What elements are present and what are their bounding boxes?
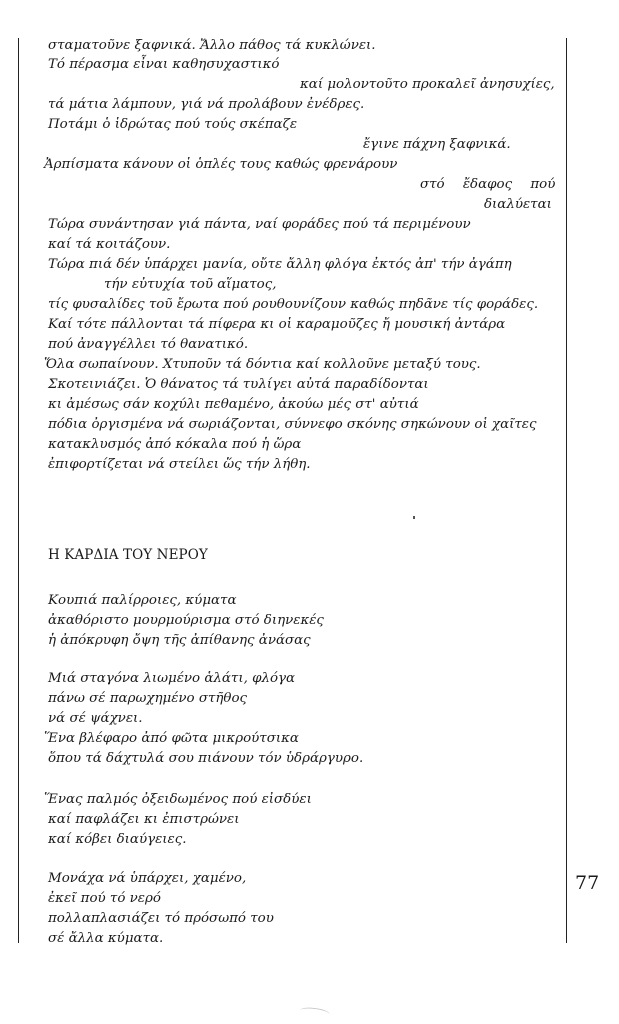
poem-line: πολλαπλασιάζει τό πρόσωπό του	[48, 911, 274, 926]
poem-line: Τώρα συνάντησαν γιά πάντα, ναί φοράδες πού τά περιμένουν	[48, 217, 471, 232]
poem-line: Ἕνα βλέφαρο ἀπό φῶτα μικρούτσικα	[44, 731, 299, 746]
poem-line: ἔγινε πάχνη ξαφνικά.	[363, 137, 511, 152]
poem-line: Μιά σταγόνα λιωμένο ἁλάτι, φλόγα	[48, 671, 296, 686]
ink-dot	[413, 516, 415, 519]
left-margin-rule	[18, 38, 19, 943]
poem-line: στό ἔδαφος πού	[420, 177, 556, 192]
poem-line: ἐκεῖ πού τό νερό	[48, 891, 161, 906]
poem-line: πάνω σέ παρωχημένο στῆθος	[48, 691, 248, 706]
poem-line: πού ἀναγγέλλει τό θανατικό.	[48, 337, 249, 352]
poem-line: ὅπου τά δάχτυλά σου πιάνουν τόν ὑδράργυρο.	[48, 751, 364, 766]
poem-line: καί τά κοιτάζουν.	[48, 237, 171, 252]
poem-line: ἐπιφορτίζεται νά στείλει ὥς τήν λήθη.	[48, 457, 311, 472]
poem-line: νά σέ ψάχνει.	[48, 711, 143, 726]
poem-line: σταματοῦνε ξαφνικά. Ἄλλο πάθος τά κυκλώνει.	[48, 38, 376, 53]
poem-line: σέ ἄλλα κύματα.	[48, 931, 164, 946]
poem-line: καί μολοντοῦτο προκαλεῖ ἀνησυχίες,	[300, 77, 555, 92]
poem-line: Ποτάμι ὁ ἱδρώτας πού τούς σκέπαζε	[48, 117, 298, 132]
poem-line: Ἀρπίσματα κάνουν οἱ ὁπλές τους καθώς φρενάρουν	[44, 157, 398, 172]
poem-line: Ὅλα σωπαίνουν. Χτυποῦν τά δόντια καί κολλοῦνε μεταξύ τους.	[44, 357, 481, 372]
poem-line: τήν εὐτυχία τοῦ αἵματος,	[104, 277, 277, 292]
poem-line: Τώρα πιά δέν ὑπάρχει μανία, οὔτε ἄλλη φλόγα ἐκτός ἀπ' τήν ἀγάπη	[48, 257, 512, 272]
poem-line: Τό πέρασμα εἶναι καθησυχαστικό	[48, 57, 280, 72]
poem-title: Η ΚΑΡΔΙΑ ΤΟΥ ΝΕΡΟΥ	[48, 547, 208, 563]
poem-line: κι ἀμέσως σάν κοχύλι πεθαμένο, ἀκούω μές στ' αὐτιά	[48, 397, 419, 412]
poem-line: Καί τότε πάλλονται τά πίφερα κι οἱ καραμοῦζες ἤ μουσική ἀντάρα	[48, 317, 506, 332]
poem-line: Κουπιά παλίρροιες, κύματα	[48, 593, 237, 608]
poem-line: κατακλυσμός ἀπό κόκαλα πού ἡ ὥρα	[48, 437, 302, 452]
poem-line: Ἕνας παλμός ὀξειδωμένος πού εἰσδύει	[44, 792, 312, 807]
page-number: 77	[575, 872, 600, 894]
poem-line: τά μάτια λάμπουν, γιά νά προλάβουν ἐνέδρες.	[48, 97, 365, 112]
right-margin-rule	[566, 38, 567, 943]
paper-mark	[300, 1006, 331, 1019]
poem-line: τίς φυσαλίδες τοῦ ἔρωτα πού ρουθουνίζουν καθώς πηδᾶνε τίς φοράδες.	[48, 297, 539, 312]
poem-line: ἡ ἀπόκρυφη ὄψη τῆς ἀπίθανης ἀνάσας	[48, 633, 311, 648]
poem-line: διαλύεται	[484, 197, 552, 212]
poem-line: Μονάχα νά ὑπάρχει, χαμένο,	[48, 871, 247, 886]
poem-line: Σκοτεινιάζει. Ὁ θάνατος τά τυλίγει αὐτά παραδίδονται	[48, 377, 429, 392]
poem-line: ἀκαθόριστο μουρμούρισμα στό διηνεκές	[48, 613, 324, 628]
poem-line: πόδια ὀργισμένα νά σωριάζονται, σύννεφο σκόνης σηκώνουν οἱ χαῖτες	[48, 417, 537, 432]
poem-line: καί κόβει διαύγειες.	[48, 832, 187, 847]
poem-line: καί παφλάζει κι ἐπιστρώνει	[48, 812, 240, 827]
